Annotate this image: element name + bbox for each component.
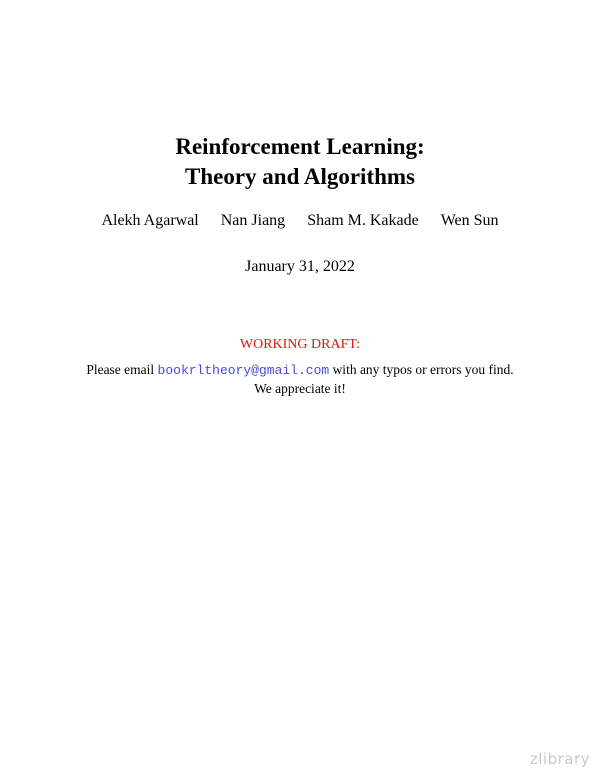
feedback-note-line-2: We appreciate it! xyxy=(254,381,346,396)
author-name: Sham M. Kakade xyxy=(307,212,419,229)
working-draft-label: WORKING DRAFT: xyxy=(239,337,361,352)
title-block xyxy=(0,132,600,192)
title-line-2: Theory and Algorithms xyxy=(184,164,416,189)
email-link[interactable]: bookrltheory@gmail.com xyxy=(157,363,330,378)
zlibrary-watermark: zlibrary xyxy=(529,750,590,768)
title-line-1: Reinforcement Learning: xyxy=(175,134,425,159)
author-name: Alekh Agarwal xyxy=(101,212,199,229)
author-name: Wen Sun xyxy=(440,212,499,229)
feedback-note-prefix: Please email xyxy=(86,362,158,377)
author-list xyxy=(0,211,600,231)
feedback-note-suffix: with any typos or errors you find. xyxy=(329,362,514,377)
feedback-note xyxy=(0,361,600,398)
author-name: Nan Jiang xyxy=(220,212,286,229)
feedback-note-line-1 xyxy=(0,361,600,380)
publication-date: January 31, 2022 xyxy=(245,258,355,275)
